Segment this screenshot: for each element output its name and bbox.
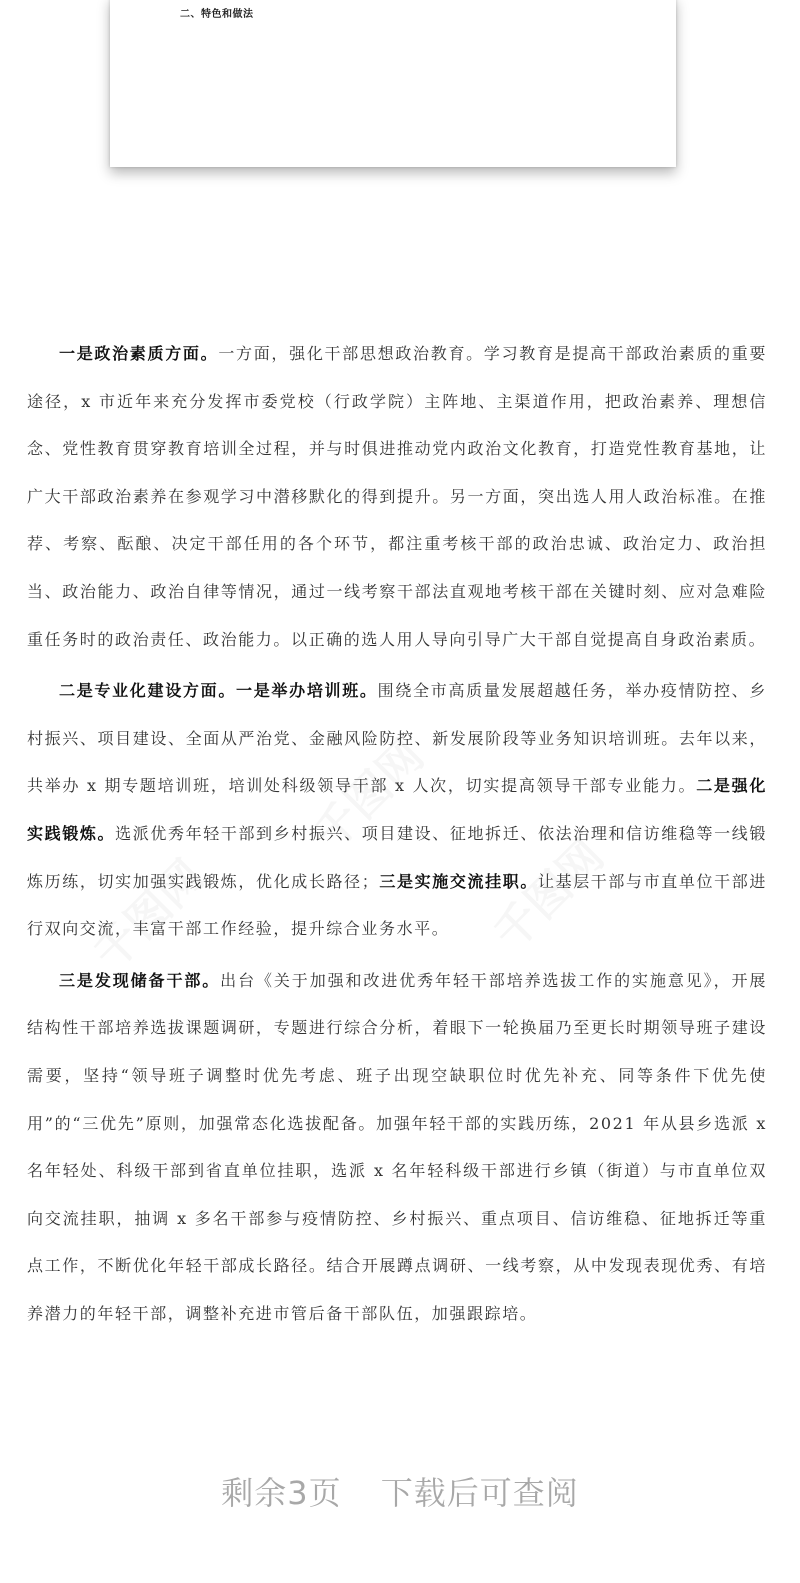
paragraph-lead: 二是专业化建设方面。一是举办培训班。 [59, 681, 378, 701]
paragraph-text: 出台《关于加强和改进优秀年轻干部培养选拔工作的实施意见》，开展结构性干部培养选拔课题调研，专题进行综合分析，着眼下一轮换届乃至更长时期领导班子建设需要，坚持“领导班子调整时优先考虑、班子出现空缺职位时优先补充、同等条件下优先使用”的“三优先”原则，加强常态化选拔配备。加强年轻干部的实践历练，2021 年从县乡选派 x 名年轻处、科级干部到省直单位挂职，选派 x 名年轻科级干部进行乡镇（街道）与市直单位双向交流挂职，抽调 x 多名干部参与疫情防控、乡村振兴、重点项目、信访维稳、征地拆迁等重点工作，不断优化年轻干部成长路径。结合开展蹲点调研、一线考察，从中发现表现优秀、有培养潜力的年轻干部，调整补充进市管后备干部队伍，加强跟踪培。 [27, 970, 767, 1323]
paragraph-text: 让基层干部与市直单位干部进行双向交流，丰富干部工作经验，提升综合业务水平。 [27, 871, 767, 939]
paragraph-political-quality [27, 330, 767, 663]
paragraph-lead: 三是发现储备干部。 [59, 970, 221, 990]
paragraph-text: 一方面，强化干部思想政治教育。学习教育是提高干部政治素质的重要途径，x 市近年来充分发挥市委党校（行政学院）主阵地、主渠道作用，把政治素养、理想信念、党性教育贯穿教育培训全过程，并与时俱进推动党内政治文化教育，打造党性教育基地，让广大干部政治素养在参观学习中潜移默化的得到提升。另一方面，突出选人用人政治标准。在推荐、考察、酝酿、决定干部任用的各个环节，都注重考核干部的政治忠诚、政治定力、政治担当、政治能力、政治自律等情况，通过一线考察干部法直观地考核干部在关键时刻、应对急难险重任务时的政治责任、政治能力。以正确的选人用人导向引导广大干部自觉提高自身政治素质。 [27, 344, 767, 649]
paragraph-text: 围绕全市高质量发展超越任务，举办疫情防控、乡村振兴、项目建设、全面从严治党、金融风险防控、新发展阶段等业务知识培训班。去年以来，共举办 x 期专题培训班，培训处科级领导干部 x 人次，切实提高领导干部专业能力。 [27, 681, 767, 796]
document-body [27, 330, 767, 1337]
paragraph-subhead: 三是实施交流挂职。 [379, 871, 538, 891]
document-preview-card [110, 0, 676, 167]
paragraph-subhead: 二是强化实践锻炼。 [27, 776, 767, 843]
remaining-pages-notice[interactable]: 剩余3页 下载后可查阅 [221, 1474, 579, 1512]
section-heading: 二、特色和做法 [180, 9, 254, 20]
paragraph-reserve-cadres [27, 957, 767, 1338]
paragraph-lead: 一是政治素质方面。 [59, 344, 219, 363]
paragraph-professional-building [27, 667, 767, 953]
paragraph-text: 选派优秀年轻干部到乡村振兴、项目建设、征地拆迁、依法治理和信访维稳等一线锻炼历练，切实加强实践锻炼，优化成长路径； [27, 823, 767, 891]
